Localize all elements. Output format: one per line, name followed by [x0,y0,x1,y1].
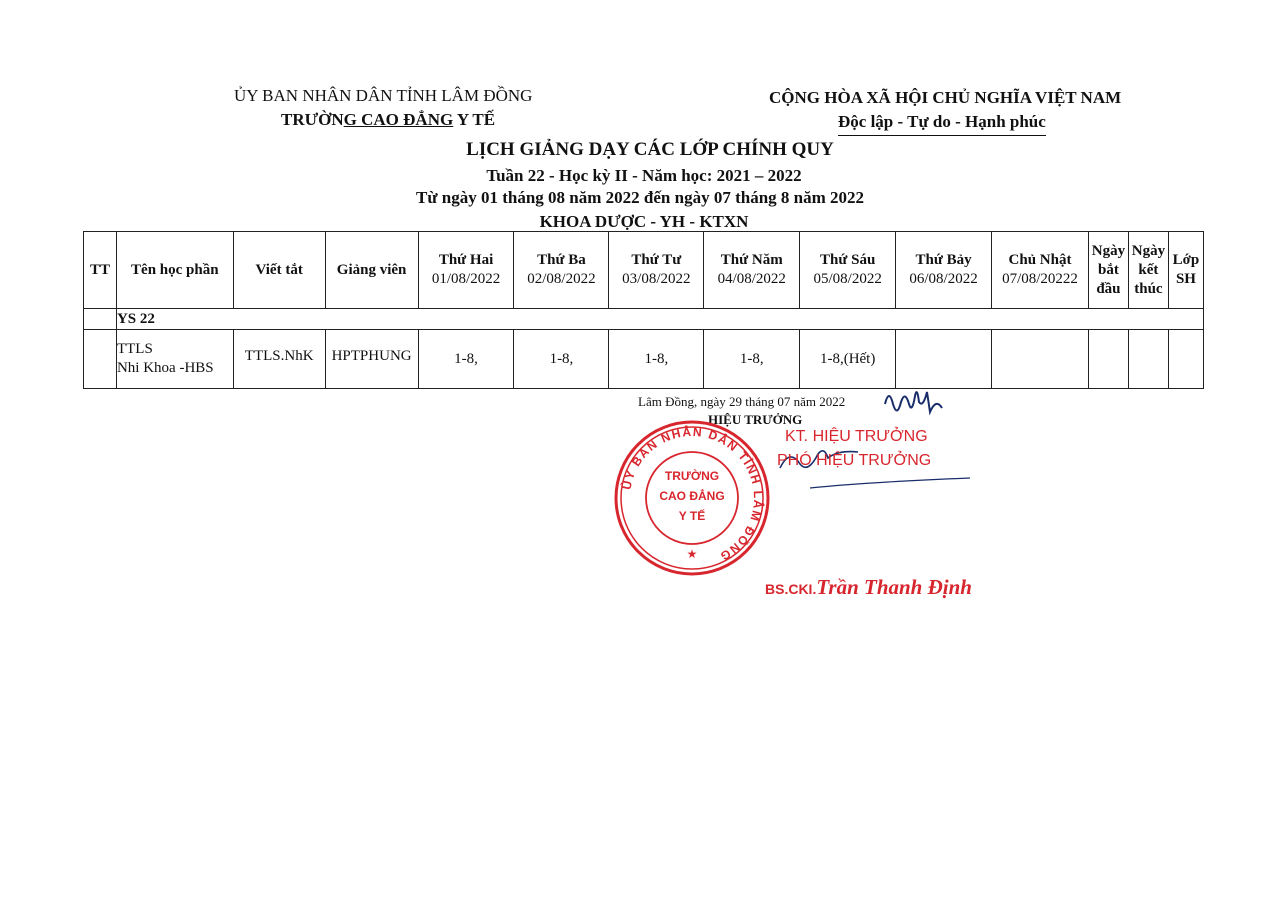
table-row [84,330,1204,389]
national-motto: Độc lập - Tự do - Hạnh phúc [838,112,1046,136]
cell-thu: 1-8, [704,330,800,389]
signature-role: HIỆU TRƯỞNG [708,412,803,427]
cell-tue: 1-8, [514,330,609,389]
group-label: YS 22 [116,309,1203,330]
header-day-thu: Thứ Năm 04/08/2022 [704,232,800,309]
header-lecturer: Giảng viên [325,232,418,309]
cell-class [1168,330,1203,389]
table-header-row [84,232,1204,309]
header-class: Lớp SH [1168,232,1203,309]
cell-mon: 1-8, [418,330,514,389]
document-subtitle-faculty: KHOA DƯỢC - YH - KTXN [539,212,749,231]
cell-wed: 1-8, [609,330,704,389]
document-subtitle-dates: Từ ngày 01 tháng 08 năm 2022 đến ngày 07 tháng 8 năm 2022 [415,188,865,207]
signature-place-date: Lâm Đồng, ngày 29 tháng 07 năm 2022 [638,394,846,409]
cell-fri: 1-8,(Hết) [800,330,896,389]
header-abbr: Viết tắt [233,232,325,309]
issuer-school: TRƯỜNG CAO ĐẲNG Y TẾ [281,110,496,129]
header-end-date: Ngày kết thúc [1128,232,1168,309]
signer-name: BS.CKI.Trần Thanh Định [765,575,972,599]
national-title: CỘNG HÒA XÃ HỘI CHỦ NGHĨA VIỆT NAM [769,88,1122,107]
document-subtitle-week: Tuần 22 - Học kỳ II - Năm học: 2021 – 2022 [486,166,802,185]
cell-abbr: TTLS.NhK [233,330,325,389]
header-day-sat: Thứ Bảy 06/08/2022 [896,232,992,309]
header-course: Tên học phần [116,232,233,309]
cell-tt [84,330,117,389]
document-title: LỊCH GIẢNG DẠY CÁC LỚP CHÍNH QUY [466,139,834,160]
signer-vice-label: PHÓ HIỆU TRƯỞNG [777,452,932,469]
header-day-fri: Thứ Sáu 05/08/2022 [800,232,896,309]
seal-text-2: CAO ĐẲNG [659,489,725,503]
header-day-mon: Thứ Hai 01/08/2022 [418,232,514,309]
header-day-wed: Thứ Tư 03/08/2022 [609,232,704,309]
official-seal [612,418,772,578]
issuer-authority: ỦY BAN NHÂN DÂN TỈNH LÂM ĐỒNG [234,86,533,105]
cell-start [1088,330,1128,389]
header-day-sun: Chủ Nhật 07/08/20222 [992,232,1089,309]
cell-course: TTLS Nhi Khoa -HBS [116,330,233,389]
cell-sun [992,330,1089,389]
header-tt: TT [84,232,117,309]
seal-text-3: Y TẾ [678,509,706,523]
seal-star-icon: ★ [686,547,698,561]
header-day-tue: Thứ Ba 02/08/2022 [514,232,609,309]
schedule-table [83,231,1204,389]
cell-end [1128,330,1168,389]
seal-text-1: TRƯỜNG [664,469,720,483]
header-start-date: Ngày bắt đầu [1088,232,1128,309]
seal-ring-text: ỦY BAN NHÂN DÂN TỈNH LÂM ĐỒNG [619,424,766,564]
cell-lecturer: HPTPHUNG [325,330,418,389]
signer-kt-label: KT. HIỆU TRƯỞNG [785,428,928,445]
table-group-row [84,309,1204,330]
